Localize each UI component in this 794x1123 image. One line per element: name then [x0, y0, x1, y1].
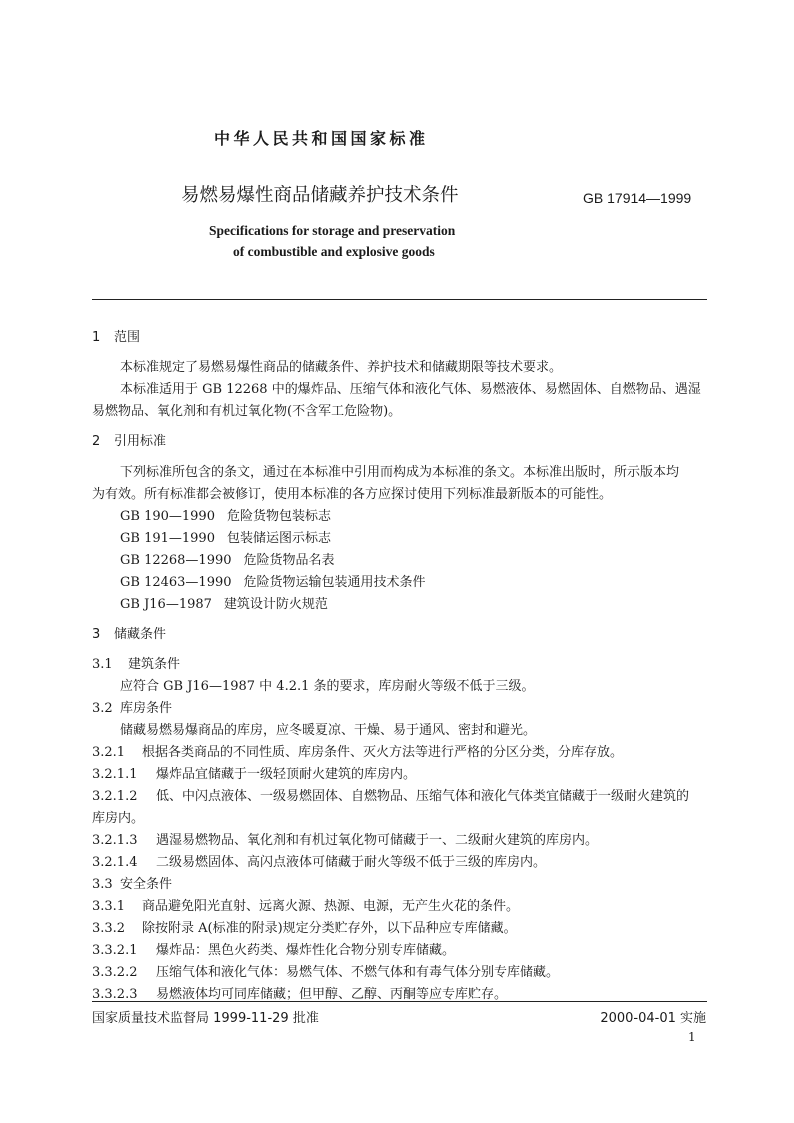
paragraph: 易燃物品、氧化剂和有机过氧化物(不含军工危险物)。 [92, 404, 402, 419]
clause-text: 根据各类商品的不同性质、库房条件、灭火方法等进行严格的分区分类，分库存放。 [142, 745, 624, 760]
paragraph: 应符合 GB J16—1987 中 4.2.1 条的要求，库房耐火等级不低于三级。 [120, 679, 535, 694]
reference-code: GB 12268—1990 [120, 553, 232, 568]
clause-3-3-2 [92, 917, 517, 936]
clause-text: 遇湿易燃物品、氧化剂和有机过氧化物可储藏于一、二级耐火建筑的库房内。 [156, 833, 599, 848]
clause-title: 库房条件 [120, 701, 173, 716]
clause-number: 3.2.1.2 [92, 789, 138, 804]
reference-item [120, 527, 331, 546]
clause-3-3-2-3 [92, 983, 507, 1002]
english-title-line1: Specifications for storage and preservation [209, 223, 456, 238]
footer-rule [92, 1001, 707, 1002]
clause-3-3-2-1 [92, 939, 455, 958]
clause-3-2-1-3 [92, 829, 598, 848]
clause-text: 压缩气体和液化气体：易燃气体、不燃气体和有毒气体分别专库储藏。 [156, 965, 560, 980]
national-standard-heading: 中华人民共和国国家标准 [214, 129, 429, 148]
effective-date: 2000-04-01 实施 [600, 1011, 706, 1026]
clause-number: 3.1 [92, 657, 113, 672]
reference-title: 危险货物运输包装通用技术条件 [243, 575, 426, 590]
clause-number: 3.2.1.3 [92, 833, 138, 848]
clause-3-1 [92, 653, 180, 672]
clause-number: 3.3 [92, 877, 113, 892]
clause-3-3 [92, 873, 172, 892]
paragraph: 下列标准所包含的条文，通过在本标准中引用而构成为本标准的条文。本标准出版时，所示版本均 [120, 465, 680, 480]
clause-number: 3.3.2.1 [92, 943, 138, 958]
clause-text: 低、中闪点液体、一级易燃固体、自燃物品、压缩气体和液化气体类宜储藏于一级耐火建筑的 [156, 789, 690, 804]
reference-code: GB J16—1987 [120, 597, 212, 612]
paragraph: 本标准适用于 GB 12268 中的爆炸品、压缩气体和液化气体、易燃液体、易燃固体、自燃物品、遇湿 [120, 382, 701, 397]
clause-3-2-1-2 [92, 785, 689, 804]
reference-code: GB 12463—1990 [120, 575, 232, 590]
english-title-line2: of combustible and explosive goods [233, 244, 435, 259]
clause-text: 商品避免阳光直射、远离火源、热源、电源，无产生火花的条件。 [142, 899, 520, 914]
document-title: 易燃易爆性商品储藏养护技术条件 [181, 185, 459, 206]
page-number: 1 [688, 1030, 696, 1044]
standard-code: GB 17914—1999 [583, 190, 692, 206]
clause-3-2 [92, 697, 172, 716]
reference-code: GB 191—1990 [120, 531, 215, 546]
section-number: 2 [92, 434, 101, 449]
section-title: 储藏条件 [114, 627, 167, 642]
clause-number: 3.3.2 [92, 921, 126, 936]
clause-3-2-1-4 [92, 851, 546, 870]
approval-line: 国家质量技术监督局 1999-11-29 批准 [92, 1011, 319, 1026]
clause-number: 3.3.2.2 [92, 965, 138, 980]
clause-number: 3.3.1 [92, 899, 126, 914]
clause-title: 建筑条件 [128, 657, 181, 672]
paragraph: 为有效。所有标准都会被修订，使用本标准的各方应探讨使用下列标准最新版本的可能性。 [92, 487, 613, 502]
reference-item [120, 549, 335, 568]
section-title: 范围 [114, 330, 141, 345]
clause-title: 安全条件 [120, 877, 173, 892]
reference-title: 危险货物包装标志 [226, 509, 331, 524]
paragraph: 本标准规定了易燃易爆性商品的储藏条件、养护技术和储藏期限等技术要求。 [120, 360, 563, 375]
clause-3-2-1-1 [92, 763, 416, 782]
clause-text: 爆炸品：黑色火药类、爆炸性化合物分别专库储藏。 [156, 943, 456, 958]
reference-title: 包装储运图示标志 [226, 531, 331, 546]
section-title: 引用标准 [114, 434, 167, 449]
clause-number: 3.2.1.1 [92, 767, 138, 782]
reference-title: 建筑设计防火规范 [223, 597, 328, 612]
section-1-heading [92, 326, 140, 345]
clause-text: 二级易燃固体、高闪点液体可储藏于耐火等级不低于三级的库房内。 [156, 855, 547, 870]
reference-item [120, 505, 331, 524]
reference-item [120, 571, 426, 590]
header-rule [92, 299, 707, 300]
section-number: 3 [92, 627, 101, 642]
clause-text: 爆炸品宜储藏于一级轻顶耐火建筑的库房内。 [156, 767, 417, 782]
section-number: 1 [92, 330, 101, 345]
clause-text: 易燃液体均可同库储藏；但甲醇、乙醇、丙酮等应专库贮存。 [156, 987, 508, 1002]
clause-text: 除按附录 A(标准的附录)规定分类贮存外，以下品种应专库储藏。 [142, 921, 517, 936]
clause-number: 3.2 [92, 701, 113, 716]
clause-3-3-1 [92, 895, 519, 914]
clause-3-2-1 [92, 741, 623, 760]
reference-code: GB 190—1990 [120, 509, 215, 524]
paragraph: 库房内。 [92, 811, 145, 826]
clause-number: 3.3.2.3 [92, 987, 138, 1002]
clause-number: 3.2.1.4 [92, 855, 138, 870]
section-2-heading [92, 430, 166, 449]
section-3-heading [92, 623, 166, 642]
clause-number: 3.2.1 [92, 745, 126, 760]
clause-3-3-2-2 [92, 961, 559, 980]
paragraph: 储藏易燃易爆商品的库房，应冬暖夏凉、干燥、易于通风、密封和避光。 [120, 723, 537, 738]
reference-item [120, 593, 328, 612]
reference-title: 危险货物品名表 [243, 553, 335, 568]
